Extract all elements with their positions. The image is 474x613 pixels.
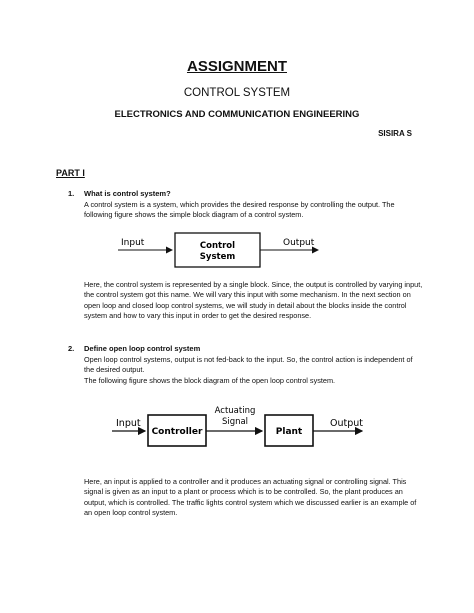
diagram1-block-label-line2: System [199, 252, 236, 262]
diagram1-input-label: Input [121, 238, 145, 248]
question-1-intro-text: A control system is a system, which provides the desired response by controlling the output. The following figure shows the simple block diagram of a control system. [84, 200, 395, 220]
question-2-intro-line1: Open loop control systems, output is not fed-back to the input. So, the control action is independent of the desired output. [84, 355, 413, 375]
question-1-explanation-text: Here, the control system is represented by a single block. Since, the output is controlled by varying input, the control system got this name. We will vary this input with some mechanism. In the next section on open loop and closed loop control systems, we will study in detail about the blocks inside the control system and how to vary this input in order to get the desired response. [84, 280, 423, 320]
diagram2-plant-label: Plant [275, 427, 303, 437]
diagram1-block-label-line1: Control [199, 241, 236, 251]
open-loop-block-diagram [0, 402, 474, 462]
question-1-text: What is control system? [84, 189, 171, 198]
question-2-explanation [84, 477, 424, 518]
question-2-text: Define open loop control system [84, 344, 201, 353]
diagram2-input-label: Input [116, 418, 141, 429]
diagram1-output-label: Output [283, 238, 315, 248]
author-name: SISIRA S [378, 129, 412, 138]
question-2-intro-line2: The following figure shows the block diagram of the open loop control system. [84, 375, 336, 385]
diagram2-output-label: Output [330, 418, 363, 429]
department-name: ELECTRONICS AND COMMUNICATION ENGINEERING [114, 109, 360, 120]
document-subtitle: CONTROL SYSTEM [183, 87, 291, 99]
question-2-explanation-text: Here, an input is applied to a controller and it produces an actuating signal or controlling signal. This signal is given as an input to a plant or process which is to be controlled. So, the plant produces an output, which is controlled. The traffic lights control system which we discussed earlier is an example of an open loop control system. [84, 477, 417, 517]
question-1-number: 1. [68, 189, 75, 198]
part-heading: PART I [56, 168, 85, 178]
question-2-intro [84, 355, 424, 386]
diagram2-controller-label: Controller [151, 427, 203, 437]
diagram2-signal-label-line2: Signal [221, 417, 249, 427]
diagram2-signal-label-line1: Actuating [214, 406, 256, 416]
control-system-block-diagram [0, 228, 474, 278]
question-2-heading [68, 344, 200, 353]
question-1-intro [84, 200, 424, 221]
document-title: ASSIGNMENT [186, 58, 287, 75]
question-2-number: 2. [68, 344, 75, 353]
question-1-explanation [84, 280, 424, 321]
question-1-heading [68, 189, 171, 198]
